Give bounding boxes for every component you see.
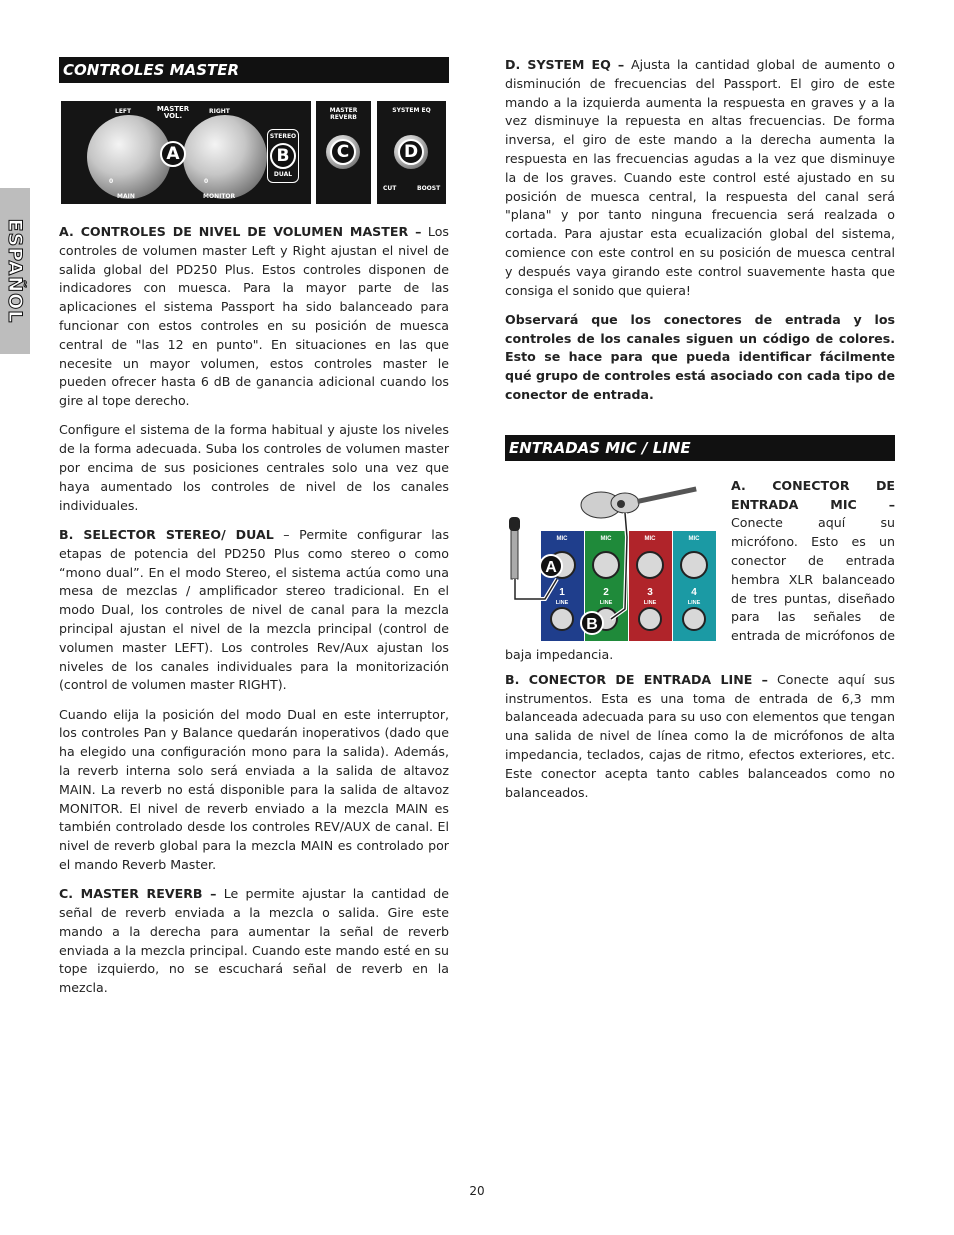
- badge-d: D: [398, 139, 424, 165]
- paragraph-dual-mode: [59, 706, 449, 875]
- dual-label: DUAL: [273, 171, 293, 178]
- line-label-3: LINE: [643, 599, 657, 606]
- paragraph-title: B. SELECTOR STEREO/ DUAL: [59, 526, 274, 542]
- paragraph-text: – Permite configurar las etapas de potencia del PD250 Plus como stereo o como “mono dual”. En el modo Stereo, el sistema actúa como una mesa de mezclas / amplificador stereo tradicional. En el modo Dual, los controles de nivel de canal para la mezcla principal ajustan el nivel de la mezcla principal (control de volumen master LEFT). Los controles Rev/Aux ajustan los niveles de los canales individuales para la monitorización (control de volumen master RIGHT).: [59, 526, 450, 693]
- paragraph-text: Le permite ajustar la cantidad de señal de reverb enviada a la mezcla o salida. Gire este mando a la derecha para aumentar la señal de reverb enviada a la mezcla principal. Cuando este mando esté en su tope izquierdo, no se escuchará señal de reverb en la mezcla.: [59, 886, 449, 996]
- line-jack-1[interactable]: [551, 608, 573, 630]
- paragraph-text: Conecte aquí sus instrumentos. Esta es una toma de entrada de 6,3 mm balanceada adecuada para su uso con elementos que tengan una salida de nivel de línea como la de micrófonos de alta impedancia, teclados, cajas de ritmo, efectos exteriores, etc. Este conector acepta tanto cables balanceados como no balanceados.: [505, 671, 895, 800]
- paragraph-text: Configure el sistema de la forma habitual y ajuste los niveles de la forma adecuada. Suba los controles de volumen master por encima de sus posiciones centrales solo una vez que haya aumentado los controles de nivel de los canales individuales.: [59, 422, 449, 513]
- line-label-4: LINE: [687, 599, 701, 606]
- master-reverb-panel: [316, 101, 371, 204]
- paragraph-text: Los controles de volumen master Left y Right ajustan el nivel de salida global del PD250 Plus. Estos controles disponen de indicadores con muesca. Para la mayor parte de las aplicaciones el sistema Passport ha sido balanceado para funcionar con estos controles en su posición de muesca central de "las 12 en punto". En situaciones en las que necesite un mayor volumen, estos controles master le pueden ofrecer hasta 6 dB de ganancia adicional cuando los gire al tope derecho.: [59, 224, 449, 409]
- badge-a-mic: [540, 555, 562, 577]
- master-volume-panel: [61, 101, 311, 204]
- paragraph-text: Cuando elija la posición del modo Dual en este interruptor, los controles Pan y Balance quedarán inoperativos (dado que ha elegido una configuración mono para la salida). Además, la reverb interna solo será enviada a la salida de altavoz MAIN. La reverb no está disponible para la salida de altavoz MONITOR. El nivel de reverb enviado a la mezcla MAIN es también controlado desde los controles REV/AUX de canal. El nivel de reverb global para la mezcla MAIN es controlado por el mando Reverb Master.: [59, 706, 449, 872]
- mic-label-1: MIC: [556, 535, 568, 542]
- badge-c: C: [330, 139, 356, 165]
- mic-label-3: MIC: [644, 535, 656, 542]
- badge-b-line: [581, 612, 603, 634]
- master-vol-label: MASTER VOL.: [156, 105, 190, 120]
- paragraph-master-volume: [59, 223, 449, 411]
- channel-number-1: 1: [559, 586, 565, 598]
- channel-number-2: 2: [603, 586, 609, 598]
- mic-label-4: MIC: [688, 535, 700, 542]
- paragraph-bold-text: Observará que los conectores de entrada y los controles de los canales siguen un código de colores. Esto se hace para que pueda identificar fácilmente qué grupo de controles está asociado con cada tipo de conector de entrada.: [505, 311, 895, 403]
- mic-line-figure: [505, 477, 723, 641]
- paragraph-line-connector: [505, 671, 895, 803]
- master-reverb-label: MASTER REVERB: [329, 107, 358, 121]
- main-zero-label: 0: [109, 178, 114, 185]
- paragraph-title: A. CONECTOR DE ENTRADA MIC –: [731, 477, 895, 512]
- language-tab: [0, 188, 30, 354]
- language-tab-label: ESPAÑOL: [4, 218, 26, 324]
- line-label-2: LINE: [599, 599, 613, 606]
- paragraph-title: A. CONTROLES DE NIVEL DE VOLUMEN MASTER –: [59, 224, 422, 239]
- xlr-socket-2[interactable]: [593, 552, 619, 578]
- line-jack-3[interactable]: [639, 608, 661, 630]
- badge-a-text: A: [545, 558, 557, 576]
- section-heading-entradas: ENTRADAS MIC / LINE: [505, 435, 895, 461]
- mic-label-2: MIC: [600, 535, 612, 542]
- right-column: [505, 56, 895, 802]
- paragraph-text: Conecte aquí su micrófono. Esto es un conector de entrada hembra XLR balanceado de tres puntas, diseñado para las señales de entrada de micrófonos de baja impedancia.: [505, 515, 895, 663]
- paragraph-master-reverb: [59, 885, 449, 998]
- left-column: [59, 57, 449, 1009]
- badge-b: B: [270, 143, 296, 169]
- master-controls-figure: [61, 101, 448, 204]
- section-heading-controles-master: CONTROLES MASTER: [59, 57, 449, 83]
- monitor-label: MONITOR: [203, 193, 236, 200]
- xlr-socket-4[interactable]: [681, 552, 707, 578]
- channel-number-4: 4: [691, 586, 697, 598]
- line-label-1: LINE: [555, 599, 569, 606]
- paragraph-title: D. SYSTEM EQ –: [505, 57, 625, 72]
- xlr-socket-3[interactable]: [637, 552, 663, 578]
- system-eq-panel: [377, 101, 446, 204]
- line-jack-4[interactable]: [683, 608, 705, 630]
- badge-b-text: B: [586, 615, 598, 633]
- badge-a: A: [160, 141, 186, 167]
- monitor-zero-label: 0: [204, 178, 209, 185]
- paragraph-configure: [59, 421, 449, 515]
- boost-label: BOOST: [417, 185, 441, 192]
- paragraph-color-code: [505, 311, 895, 405]
- stereo-label: STEREO: [269, 133, 297, 140]
- main-label: MAIN: [117, 193, 135, 200]
- right-label: RIGHT: [209, 108, 230, 115]
- channel-number-3: 3: [647, 586, 653, 598]
- stereo-dual-switch[interactable]: [267, 129, 299, 183]
- cut-label: CUT: [383, 185, 397, 192]
- left-label: LEFT: [115, 108, 132, 115]
- page-number: 20: [469, 1184, 485, 1198]
- monitor-volume-knob[interactable]: [183, 115, 267, 199]
- guitar-icon: [581, 486, 697, 517]
- system-eq-label: SYSTEM EQ: [392, 107, 431, 114]
- paragraph-stereo-dual: [59, 526, 449, 695]
- paragraph-system-eq: [505, 56, 895, 300]
- mic-line-illustration: [505, 477, 723, 641]
- paragraph-title: C. MASTER REVERB –: [59, 886, 217, 902]
- main-volume-knob[interactable]: [87, 115, 171, 199]
- paragraph-title: B. CONECTOR DE ENTRADA LINE –: [505, 671, 768, 687]
- paragraph-text: Ajusta la cantidad global de aumento o disminución de frecuencias del Passport. El giro de este mando a la izquierda aumenta la respuesta en graves y a la vez disminuye la repuesta en altas frecuencias. De forma inversa, el giro de este mando a la derecha aumenta la respuesta en las frecuencias agudas a la vez que disminuye la de los graves. Cuando este control esté ajustado en su posición de muesca central, la respuesta del canal será "plana" y por tanto ninguna frecuencia será realzada o cortada. Para ajustar esta ecualización global del sistema, comience con este control en su posición de muesca central y después vaya girando este control suavemente hasta que consiga el sonido que quiera!: [505, 57, 895, 298]
